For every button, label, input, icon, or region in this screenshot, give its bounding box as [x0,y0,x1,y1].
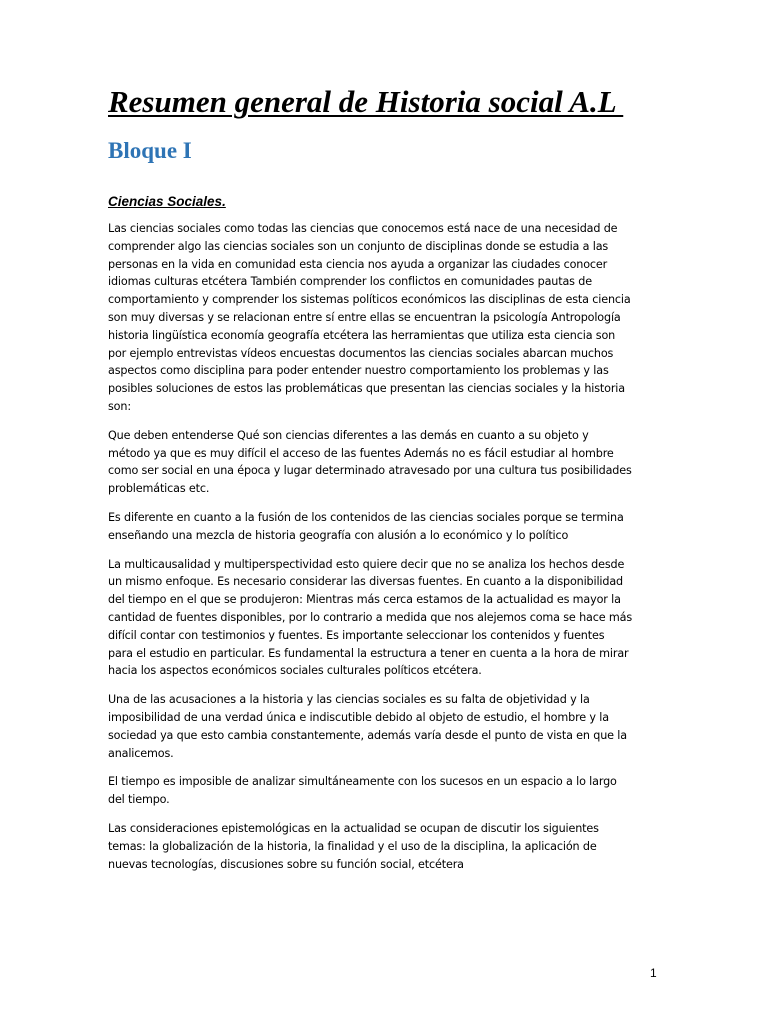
paragraph-line: por ejemplo entrevistas vídeos encuestas documentos las ciencias sociales abarcan muchos [108,346,614,360]
paragraph-line: son: [108,399,131,413]
paragraph-line: comprender algo las ciencias sociales son un conjunto de disciplinas donde se estudia a las [108,239,609,253]
paragraph-line: El tiempo es imposible de analizar simultáneamente con los sucesos en un espacio a lo largo [108,775,617,789]
body-paragraph [108,820,668,873]
paragraph-line: cantidad de fuentes disponibles, por lo contrario a medida que nos alejemos coma se hace más [108,610,632,624]
paragraph-line: Las consideraciones epistemológicas en la actualidad se ocupan de discutir los siguientes [108,821,599,835]
body-paragraph [108,220,668,416]
paragraph-line: un mismo enfoque. Es necesario considerar las diversas fuentes. En cuanto a la disponibilidad [108,575,623,589]
body-paragraph [108,773,668,809]
body-paragraph [108,427,668,498]
document-body [108,220,668,884]
body-paragraph [108,556,668,681]
paragraph-line: idiomas culturas etcétera También comprender los conflictos en comunidades pautas de [108,275,592,289]
paragraph-line: son muy diversas y se relacionan entre sí entre ellas se encuentran la psicología Antropología [108,310,621,324]
page-number: 1 [650,966,657,980]
paragraph-line: imposibilidad de una verdad única e indiscutible debido al objeto de estudio, el hombre y la [108,710,609,724]
paragraph-line: como ser social en una época y lugar determinado atravesado por una cultura tus posibilidades [108,464,632,478]
section-heading: Ciencias Sociales. [108,194,226,209]
paragraph-line: Es diferente en cuanto a la fusión de los contenidos de las ciencias sociales porque se termina [108,510,624,524]
paragraph-line: problemáticas etc. [108,482,210,496]
document-title: Resumen general de Historia social A.L [108,84,624,119]
paragraph-line: difícil contar con testimonios y fuentes. Es importante seleccionar los contenidos y fuentes [108,628,605,642]
paragraph-line: Las ciencias sociales como todas las ciencias que conocemos está nace de una necesidad de [108,222,618,235]
body-paragraph [108,691,668,762]
paragraph-line: comportamiento y comprender los sistemas políticos económicos las disciplinas de esta ciencia [108,293,631,307]
paragraph-line: del tiempo en el que se produjeron: Mientras más cerca estamos de la actualidad es mayor la [108,593,621,607]
paragraph-line: Una de las acusaciones a la historia y las ciencias sociales es su falta de objetividad y la [108,693,590,707]
block-heading: Bloque I [108,138,192,163]
paragraph-line: La multicausalidad y multiperspectividad esto quiere decir que no se analiza los hechos desde [108,557,625,571]
paragraph-line: hacia los aspectos económicos sociales culturales políticos etcétera. [108,664,482,678]
paragraph-line: aspectos como disciplina para poder entender nuestro comportamiento los problemas y las [108,364,609,378]
paragraph-line: del tiempo. [108,793,170,807]
paragraph-line: personas en la vida en comunidad esta ciencia nos ayuda a organizar las ciudades conocer [108,257,608,271]
body-paragraph [108,509,668,545]
paragraph-line: Que deben entenderse Qué son ciencias diferentes a las demás en cuanto a su objeto y [108,428,589,442]
paragraph-line: historia lingüística economía geografía etcétera las herramientas que utiliza esta ciencia son [108,328,616,342]
paragraph-line: posibles soluciones de estos las problemáticas que presentan las ciencias sociales y la historia [108,382,625,396]
paragraph-line: sociedad ya que esto cambia constantemente, además varía desde el punto de vista en que la [108,728,627,742]
paragraph-line: para el estudio en particular. Es fundamental la estructura a tener en cuenta a la hora de mirar [108,646,629,660]
paragraph-line: temas: la globalización de la historia, la finalidad y el uso de la disciplina, la aplicación de [108,839,597,853]
paragraph-line: nuevas tecnologías, discusiones sobre su función social, etcétera [108,857,464,871]
paragraph-line: analicemos. [108,746,174,760]
paragraph-line: enseñando una mezcla de historia geografía con alusión a lo económico y lo político [108,528,569,542]
paragraph-line: método ya que es muy difícil el acceso de las fuentes Además no es fácil estudiar al hombre [108,446,614,460]
